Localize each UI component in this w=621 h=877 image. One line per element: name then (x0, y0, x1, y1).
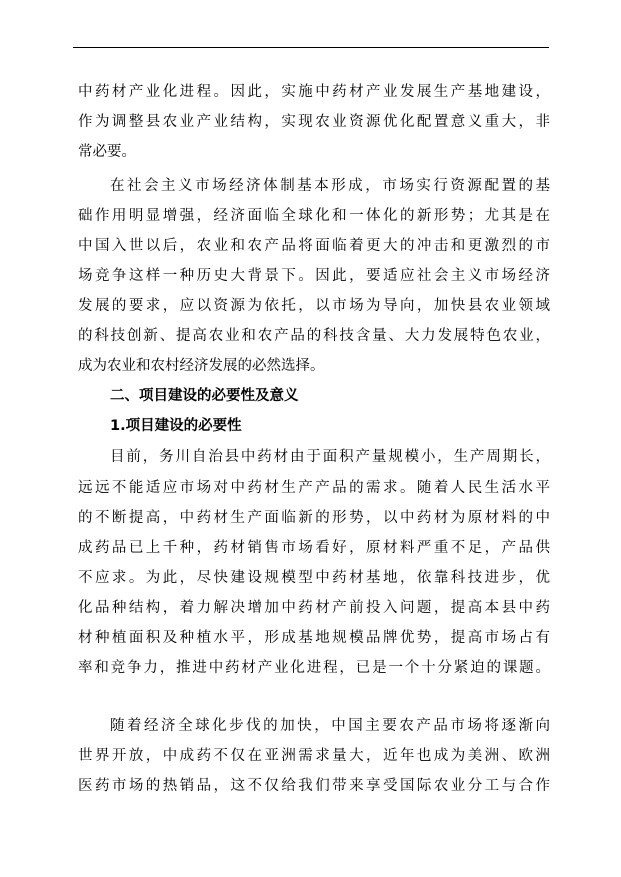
body-line: 随着经济全球化步伐的加快，中国主要农产品市场将逐渐向 (110, 718, 550, 734)
body-line: 础作用明显增强，经济面临全球化和一体化的新形势；尤其是在 (78, 208, 550, 224)
body-line: 作为调整县农业产业结构，实现农业资源优化配置意义重大，非 (78, 114, 550, 130)
body-line: 的不断提高，中药材生产面临新的形势，以中药材为原材料的中 (78, 510, 550, 526)
body-line: 远远不能适应市场对中药材生产产品的需求。随着人民生活水平 (78, 480, 550, 496)
body-line: 化品种结构，着力解决增加中药材产前投入问题，提高本县中药 (78, 600, 550, 616)
body-line: 中国入世以后，农业和农产品将面临着更大的冲击和更激烈的市 (78, 238, 550, 254)
body-line: 世界开放，中成药不仅在亚洲需求量大，近年也成为美洲、欧洲 (78, 748, 550, 764)
body-line: 的科技创新、提高农业和农产品的科技含量、大力发展特色农业， (78, 328, 550, 344)
body-line: 材种植面积及种植水平，形成基地规模品牌优势，提高市场占有 (78, 630, 550, 646)
section-heading: 二、项目建设的必要性及意义 (110, 388, 299, 404)
body-line: 常必要。 (78, 144, 136, 160)
subsection-heading: 1.项目建设的必要性 (110, 418, 242, 434)
body-line: 不应求。为此，尽快建设规模型中药材基地，依靠科技进步，优 (78, 570, 550, 586)
body-line: 成药品已上千种，药材销售市场看好，原材料严重不足，产品供 (78, 540, 550, 556)
body-line: 医药市场的热销品，这不仅给我们带来享受国际农业分工与合作 (78, 778, 550, 794)
body-line: 成为农业和农村经济发展的必然选择。 (78, 358, 325, 374)
header-rule (73, 47, 549, 48)
body-line: 在社会主义市场经济体制基本形成，市场实行资源配置的基 (110, 178, 550, 194)
body-line: 发展的要求，应以资源为依托，以市场为导向，加快县农业领域 (78, 298, 550, 314)
body-line: 目前，务川自治县中药材由于面积产量规模小，生产周期长， (110, 449, 550, 465)
body-line: 中药材产业化进程。因此，实施中药材产业发展生产基地建设， (78, 84, 550, 100)
body-line: 场竞争这样一种历史大背景下。因此，要适应社会主义市场经济 (78, 268, 550, 284)
body-line: 率和竞争力，推进中药材产业化进程，已是一个十分紧迫的课题。 (78, 660, 550, 676)
